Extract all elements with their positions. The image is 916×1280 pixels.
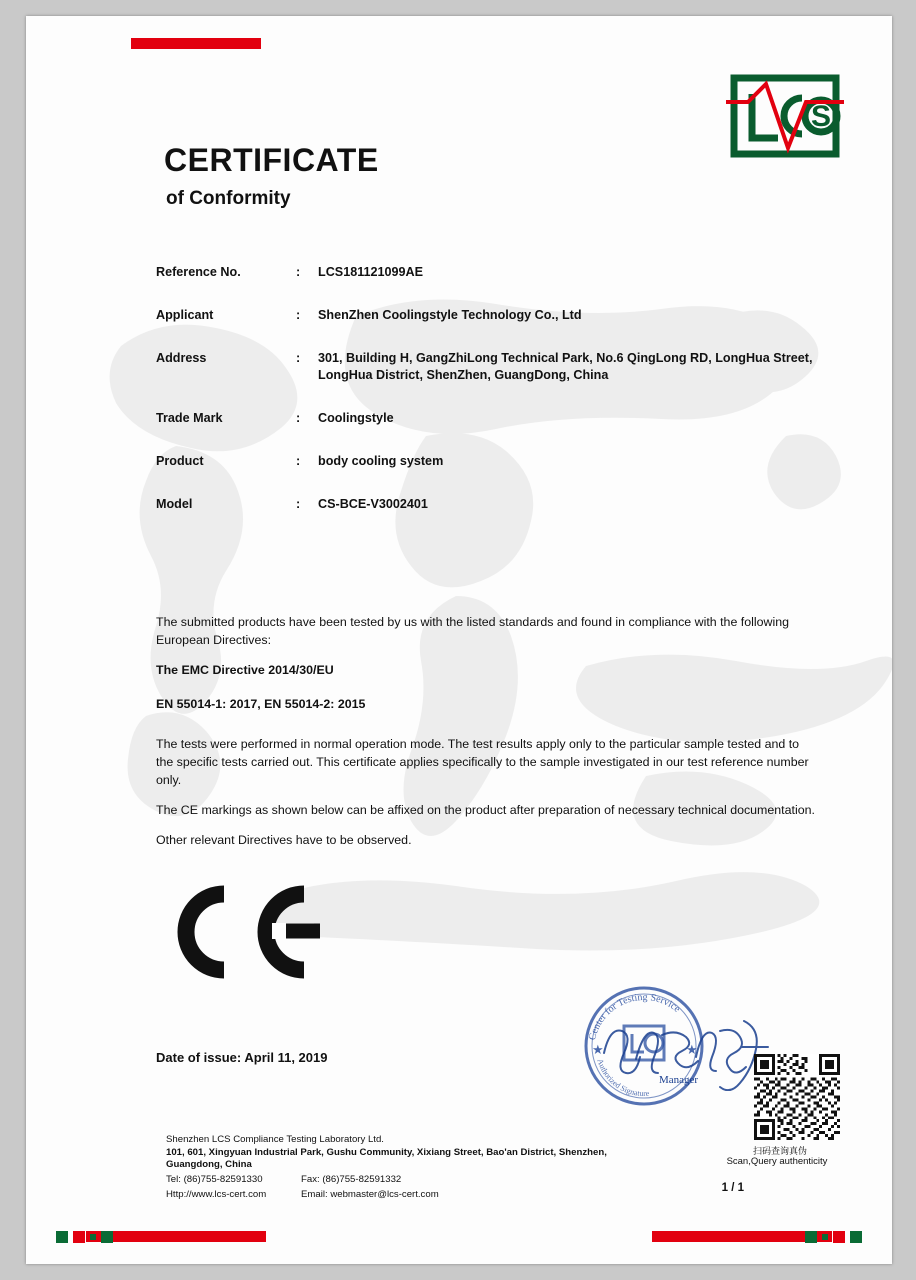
footer-lab-name: Shenzhen LCS Compliance Testing Laboratory Ltd.	[166, 1134, 384, 1145]
field-row-model	[156, 496, 816, 513]
field-row-address	[156, 350, 816, 384]
svg-text:S: S	[810, 100, 832, 133]
field-value: LCS181121099AE	[318, 265, 424, 279]
field-colon: :	[296, 454, 301, 468]
svg-text:Center for Testing Service: Center for Testing Service	[587, 991, 683, 1042]
field-row-reference	[156, 264, 816, 281]
svg-text:★: ★	[686, 1042, 698, 1057]
page-title: CERTIFICATE	[164, 142, 379, 178]
footer-email[interactable]: Email: webmaster@lcs-cert.com	[301, 1188, 439, 1200]
field-value: Coolingstyle	[318, 411, 394, 425]
field-label: Address	[156, 351, 207, 365]
date-of-issue: Date of issue: April 11, 2019	[156, 1050, 328, 1065]
field-value: CS-BCE-V3002401	[318, 497, 428, 511]
paragraph-other: Other relevant Directives have to be observed.	[156, 832, 412, 847]
decorative-dots-left	[56, 1231, 113, 1243]
footer-contact-row2	[166, 1189, 607, 1202]
field-colon: :	[296, 351, 301, 365]
qr-caption-chinese: 扫码查询真伪	[752, 1146, 807, 1156]
qr-code	[754, 1054, 840, 1140]
lcs-logo-icon	[726, 72, 844, 160]
bottom-red-bar-left	[86, 1231, 266, 1242]
top-red-bar	[131, 38, 261, 49]
field-list	[156, 264, 816, 539]
field-value: 301, Building H, GangZhiLong Technical Park, No.6 QingLong RD, LongHua Street, LongHua District, ShenZhen, GuangDong, China	[318, 351, 813, 382]
field-colon: :	[296, 265, 301, 279]
paragraph-intro: The submitted products have been tested by us with the listed standards and found in compliance with the following European Directives:	[156, 615, 789, 647]
field-row-applicant	[156, 307, 816, 324]
ce-marking-icon	[154, 884, 334, 980]
field-row-product	[156, 453, 816, 470]
footer-tel: Tel: (86)755-82591330	[166, 1173, 263, 1185]
body-text	[156, 614, 816, 862]
field-value: ShenZhen Coolingstyle Technology Co., Ltd	[318, 308, 582, 322]
footer-address-line1: 101, 601, Xingyuan Industrial Park, Gushu Community, Xixiang Street, Bao'an District, Shenzhen,	[166, 1146, 607, 1158]
footer-fax: Fax: (86)755-82591332	[301, 1173, 402, 1185]
stamp-manager-label: Manager	[659, 1074, 699, 1086]
paragraph-standards: EN 55014-1: 2017, EN 55014-2: 2015	[156, 696, 366, 711]
svg-text:★: ★	[592, 1042, 604, 1057]
field-label: Product	[156, 454, 204, 468]
official-stamp	[574, 976, 714, 1116]
field-value: body cooling system	[318, 454, 444, 468]
svg-text:Authorized Signature: Authorized Signature	[595, 1057, 650, 1099]
field-label: Applicant	[156, 308, 214, 322]
paragraph-directive: The EMC Directive 2014/30/EU	[156, 662, 334, 677]
field-colon: :	[296, 308, 301, 322]
field-label: Trade Mark	[156, 411, 223, 425]
footer-contact-row1	[166, 1174, 607, 1187]
page-number: 1 / 1	[721, 1182, 744, 1194]
decorative-dots-right	[805, 1231, 862, 1243]
footer	[166, 1134, 607, 1201]
qr-caption-english: Scan,Query authenticity	[726, 1156, 828, 1167]
footer-address-line2: Guangdong, China	[166, 1159, 252, 1171]
footer-website[interactable]: Http://www.lcs-cert.com	[166, 1188, 267, 1200]
field-colon: :	[296, 497, 301, 511]
field-label: Model	[156, 497, 193, 511]
certificate-paper	[26, 16, 892, 1264]
field-label: Reference No.	[156, 265, 241, 279]
paragraph-markings: The CE markings as shown below can be affixed on the product after preparation of necessary technical documentation.	[156, 802, 815, 817]
paragraph-tests: The tests were performed in normal operation mode. The test results apply only to the particular sample tested and to the specific tests carried out. This certificate applies specifically to the sample investigated in our test reference number only.	[156, 736, 809, 787]
page-subtitle: of Conformity	[166, 188, 291, 209]
field-colon: :	[296, 411, 301, 425]
field-row-trademark	[156, 410, 816, 427]
